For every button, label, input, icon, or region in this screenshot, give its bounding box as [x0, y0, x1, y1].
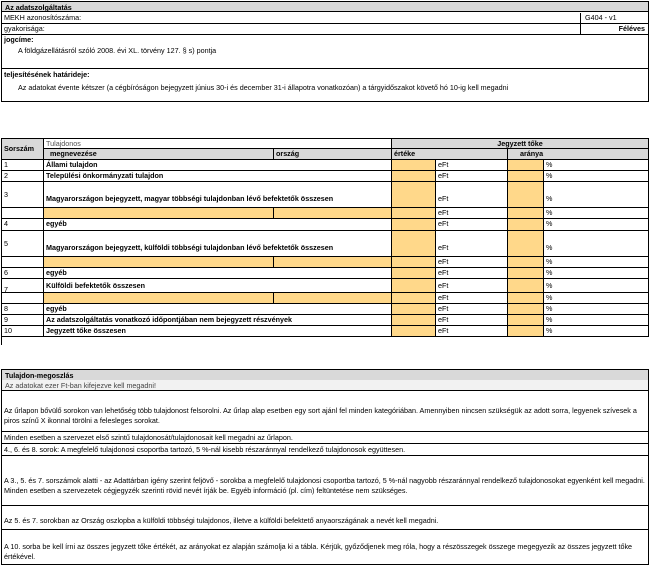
- ratio-input[interactable]: [508, 326, 544, 337]
- ratio-input[interactable]: [508, 293, 544, 304]
- row-label: egyéb: [44, 219, 392, 231]
- ownership-table: [1, 138, 649, 345]
- unit-eft: eFt: [436, 182, 508, 208]
- owner-name-input[interactable]: [44, 293, 274, 304]
- note-5: Az 5. és 7. sorokban az Ország oszlopba a külföldi többségi tulajdonos, illetve a külföldi befektető anyaországának a nevét kell megadni.: [1, 506, 649, 530]
- notes-title: Tulajdon-megoszlás: [1, 369, 649, 380]
- unit-pct: %: [544, 219, 649, 231]
- ratio-input[interactable]: [508, 304, 544, 315]
- note-6: A 10. sorba be kell írni az összes jegyzett tőke értékét, az arányokat ez alapján számolja ki a tábla. Kérjük, győződjenek meg róla, hogy a részösszegek összege megegyezik az összes jegyzett tőke értékével.: [4, 542, 633, 561]
- jogcim-value: A földgázellátásról szóló 2008. évi XL. törvény 127. § s) pontja: [18, 46, 217, 55]
- row-number: 5: [2, 231, 44, 257]
- ratio-input[interactable]: [508, 160, 544, 171]
- row-label: Magyarországon bejegyzett, magyar többségi tulajdonban lévő befektetők összesen: [44, 182, 392, 208]
- row-label: egyéb: [44, 304, 392, 315]
- note-4: A 3., 5. és 7. sorszámok alatti - az Adattárban igény szerint feljövő - sorokba a megfelelő tulajdonosi csoportba tartozó, 5 %-nál nagyobb részaránnyal rendelkező tulajdonosokat egyenként kell megadni. Minden esetben a szervezetek cégjegyzék szerinti rövid nevét írják be. Egyéb információ (pl. cím) feltüntetése nem szükséges.: [1, 468, 649, 506]
- unit-eft: eFt: [436, 293, 508, 304]
- hatarido-label: teljesítésének határideje:: [4, 70, 90, 79]
- col-tulajdonos: Tulajdonos: [44, 139, 392, 149]
- ratio-input[interactable]: [508, 268, 544, 279]
- row-number: 8: [2, 304, 44, 315]
- row-label: Magyarországon bejegyzett, külföldi többségi tulajdonban lévő befektetők összesen: [44, 231, 392, 257]
- freq-label: gyakorisága:: [4, 24, 45, 33]
- value-input[interactable]: [392, 231, 436, 257]
- value-input[interactable]: [392, 279, 436, 293]
- unit-pct: %: [544, 160, 649, 171]
- value-input[interactable]: [392, 160, 436, 171]
- ratio-input[interactable]: [508, 231, 544, 257]
- note-3: 4., 6. és 8. sorok: A megfelelő tulajdonosi csoportba tartozó, 5 %-nál kisebb részaránnyal rendelkező tulajdonosok együttesen.: [1, 444, 649, 456]
- unit-pct: %: [544, 257, 649, 268]
- unit-eft: eFt: [436, 326, 508, 337]
- col-jegyzett-toke: Jegyzett tőke: [392, 139, 649, 149]
- row-number: 10: [2, 326, 44, 337]
- notes-subtitle: Az adatokat ezer Ft-ban kifejezve kell megadni!: [1, 380, 649, 391]
- hatarido-value: Az adatokat évente kétszer (a cégbíróságon bejegyzett június 30-i és december 31-i állapotra vonatkozóan) a tárgyidőszakot követő hó 10-ig kell megadni: [18, 83, 509, 92]
- ratio-input[interactable]: [508, 171, 544, 182]
- row-number-blank: [2, 257, 44, 268]
- country-input[interactable]: [274, 208, 392, 219]
- unit-pct: %: [544, 326, 649, 337]
- row-number: 6: [2, 268, 44, 279]
- row-label: Települési önkormányzati tulajdon: [44, 171, 392, 182]
- unit-eft: eFt: [436, 268, 508, 279]
- unit-pct: %: [544, 279, 649, 293]
- col-aranya: aránya: [508, 149, 649, 160]
- freq-value: Féléves: [580, 24, 648, 34]
- value-input[interactable]: [392, 268, 436, 279]
- unit-eft: eFt: [436, 231, 508, 257]
- unit-pct: %: [544, 208, 649, 219]
- row-number: 7: [2, 279, 44, 293]
- unit-eft: eFt: [436, 315, 508, 326]
- value-input[interactable]: [392, 171, 436, 182]
- unit-pct: %: [544, 315, 649, 326]
- jogcim-label: jogcíme:: [4, 35, 34, 44]
- unit-eft: eFt: [436, 257, 508, 268]
- value-input[interactable]: [392, 326, 436, 337]
- ratio-input[interactable]: [508, 219, 544, 231]
- ratio-input[interactable]: [508, 315, 544, 326]
- row-number: 9: [2, 315, 44, 326]
- col-sorszam: Sorszám: [2, 139, 44, 160]
- unit-pct: %: [544, 182, 649, 208]
- mekh-label: MEKH azonosítószáma:: [4, 13, 82, 22]
- unit-pct: %: [544, 231, 649, 257]
- row-number: 1: [2, 160, 44, 171]
- owner-name-input[interactable]: [44, 208, 274, 219]
- note-1: Az űrlapon bővülő sorokon van lehetőség több tulajdonost felsorolni. Az űrlap alap esetben egy sort ajánl fel minden kategóriában. Amennyiben nincsen szükségük az adott sorra, legyenek szívesek a piros színű X ikonnal törölni a felesleges sorokat.: [1, 405, 649, 432]
- row-label: Külföldi befektetők összesen: [44, 279, 392, 293]
- unit-eft: eFt: [436, 208, 508, 219]
- country-input[interactable]: [274, 257, 392, 268]
- col-orszag: ország: [274, 149, 392, 160]
- owner-name-input[interactable]: [44, 257, 274, 268]
- value-input[interactable]: [392, 182, 436, 208]
- unit-eft: eFt: [436, 171, 508, 182]
- row-number: 3: [2, 182, 44, 208]
- ratio-input[interactable]: [508, 279, 544, 293]
- ratio-input[interactable]: [508, 257, 544, 268]
- value-input[interactable]: [392, 257, 436, 268]
- row-number: 4: [2, 219, 44, 231]
- unit-pct: %: [544, 293, 649, 304]
- row-label: Állami tulajdon: [44, 160, 392, 171]
- ratio-input[interactable]: [508, 182, 544, 208]
- col-erteke: értéke: [392, 149, 508, 160]
- row-label: Jegyzett tőke összesen: [44, 326, 392, 337]
- unit-pct: %: [544, 304, 649, 315]
- row-label: egyéb: [44, 268, 392, 279]
- note-2: Minden esetben a szervezet első szintű tulajdonosát/tulajdonosait kell megadni az űrlapon.: [1, 432, 649, 444]
- unit-pct: %: [544, 268, 649, 279]
- value-input[interactable]: [392, 315, 436, 326]
- value-input[interactable]: [392, 304, 436, 315]
- value-input[interactable]: [392, 208, 436, 219]
- row-number-blank: [2, 293, 44, 304]
- col-megnevezese: megnevezése: [44, 149, 274, 160]
- unit-eft: eFt: [436, 279, 508, 293]
- value-input[interactable]: [392, 219, 436, 231]
- country-input[interactable]: [274, 293, 392, 304]
- unit-pct: %: [544, 171, 649, 182]
- mekh-value: G404 - v1: [580, 13, 648, 23]
- unit-eft: eFt: [436, 160, 508, 171]
- unit-eft: eFt: [436, 219, 508, 231]
- row-label: Az adatszolgáltatás vonatkozó időpontjában nem bejegyzett részvények: [44, 315, 392, 326]
- value-input[interactable]: [392, 293, 436, 304]
- row-number: 2: [2, 171, 44, 182]
- section-title: Az adatszolgáltatás: [1, 1, 649, 12]
- row-number-blank: [2, 208, 44, 219]
- unit-eft: eFt: [436, 304, 508, 315]
- ratio-input[interactable]: [508, 208, 544, 219]
